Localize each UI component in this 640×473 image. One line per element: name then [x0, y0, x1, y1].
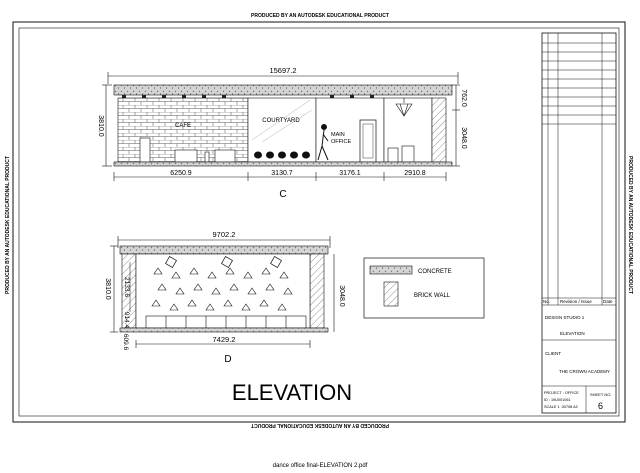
- elev-d-height-left: 3810.0: [104, 278, 111, 300]
- title-sheet-label: SHEET NO.: [590, 392, 612, 397]
- elev-d-dim-b: 914.4: [123, 311, 130, 329]
- watermark-top: PRODUCED BY AN AUTODESK EDUCATIONAL PRODUCT: [251, 13, 389, 19]
- elev-c-height-right-small: 762.0: [460, 89, 467, 107]
- footer-filename: dance office final-ELEVATION 2.pdf: [272, 463, 368, 469]
- elev-c-height-left: 3810.0: [97, 115, 104, 137]
- elev-c-dim-1: 6250.9: [170, 170, 192, 177]
- elev-c-office-door: [360, 120, 376, 162]
- title-drawing: ELEVATION: [560, 331, 585, 336]
- elev-c-dim-3: 3176.1: [339, 170, 361, 177]
- rev-revision-header: Revision / Issue: [560, 299, 592, 304]
- elev-c-overall-width: 15697.2: [269, 66, 297, 75]
- elev-c-cafe-label: CAFE: [174, 123, 192, 129]
- title-id: ID : 19U001061: [544, 398, 571, 402]
- legend-concrete-swatch: [370, 266, 412, 274]
- material-legend: [364, 258, 484, 318]
- elev-d-wall-right: [310, 254, 324, 328]
- elev-d-bottom-width: 7429.2: [212, 335, 236, 344]
- elev-c-floor-slab: [114, 162, 452, 166]
- legend-concrete-label: CONCRETE: [418, 269, 452, 275]
- elev-c-end-wall: [432, 98, 446, 162]
- elev-d-height-right: 3048.0: [338, 285, 345, 307]
- watermark-bottom: PRODUCED BY AN AUTODESK EDUCATIONAL PRODUCT: [251, 422, 389, 428]
- sheet-title: ELEVATION: [231, 380, 353, 405]
- elev-d-floor-slab: [120, 328, 328, 332]
- watermark-left: PRODUCED BY AN AUTODESK EDUCATIONAL PRODUCT: [5, 156, 11, 294]
- elev-c-label: C: [279, 189, 287, 200]
- title-scale: SCALE 1 :30708 A2: [544, 405, 578, 409]
- rev-date-header: Date: [603, 299, 613, 304]
- elev-c-courtyard-label: COURTYARD: [262, 118, 300, 124]
- elev-d-label: D: [224, 354, 232, 365]
- title-sheet-number: 6: [598, 401, 604, 411]
- title-client-label: CLIENT: [545, 351, 562, 356]
- elev-d-overall-width: 9702.2: [212, 230, 236, 239]
- elev-d-dim-a: 2133.6: [123, 277, 130, 297]
- outer-frame: [13, 22, 625, 422]
- elev-d-bench: [146, 316, 306, 328]
- elev-d-dim-c: 609.6: [122, 333, 129, 351]
- elevation-c: [97, 66, 467, 200]
- elev-c-main-office-label-1: MAIN: [331, 132, 345, 138]
- elev-c-main-office-label-2: OFFICE: [331, 139, 352, 145]
- elev-c-dim-4: 2910.8: [404, 170, 426, 177]
- watermark-right: PRODUCED BY AN AUTODESK EDUCATIONAL PRODUCT: [627, 156, 633, 294]
- legend-brick-swatch: [384, 282, 398, 306]
- title-project: PROJECT : OFFICE: [544, 391, 579, 395]
- legend-brick-label: BRICK WALL: [414, 293, 451, 299]
- elev-c-dim-2: 3130.7: [271, 170, 293, 177]
- elev-d-roof-slab: [120, 246, 328, 254]
- title-client-name: THE CROWN ACADEMY: [559, 369, 611, 374]
- title-studio: DESIGN STUDIO 1: [545, 315, 585, 320]
- elev-c-height-right: 3048.0: [460, 127, 467, 149]
- elev-c-ceiling-beams: [122, 95, 374, 98]
- elevation-d: [104, 230, 345, 365]
- elev-c-roof-slab: [114, 85, 452, 95]
- title-block: [542, 33, 616, 413]
- rev-no-header: No.: [543, 299, 551, 304]
